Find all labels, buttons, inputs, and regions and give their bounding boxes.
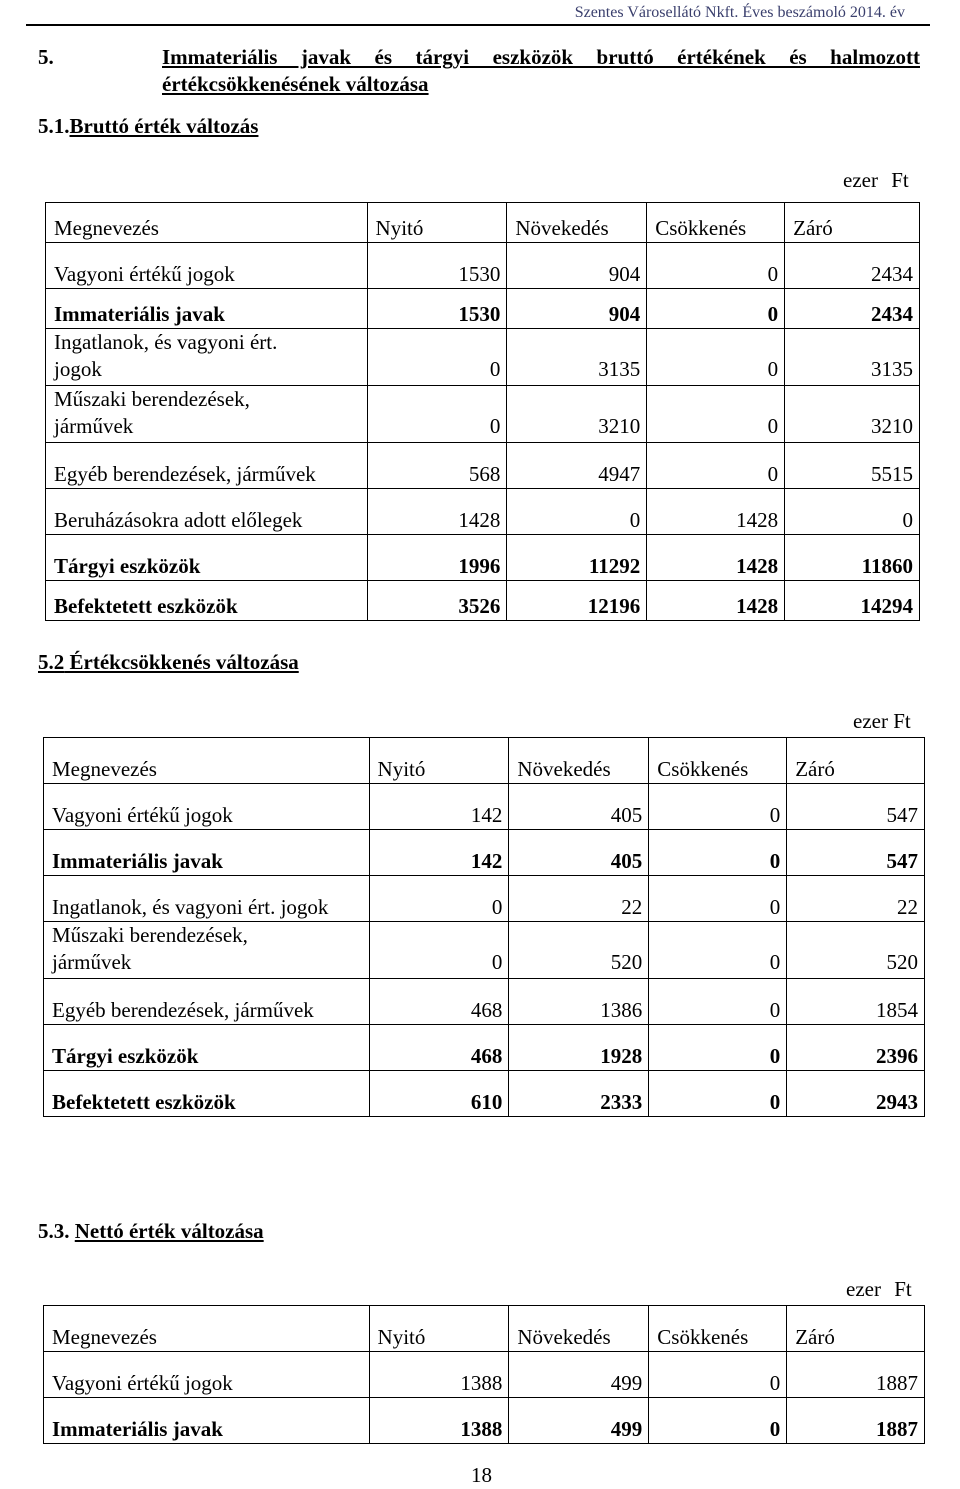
cell-zaro: 2434 xyxy=(785,289,920,329)
row-label: Immateriális javak xyxy=(46,289,368,329)
row-label: Ingatlanok, és vagyoni ért. jogok xyxy=(44,876,370,922)
col-header: Növekedés xyxy=(509,738,649,784)
table-row xyxy=(44,830,925,876)
col-header: Csökkenés xyxy=(649,1306,787,1352)
cell-nyito: 0 xyxy=(369,876,509,922)
cell-novekedes: 1386 xyxy=(509,979,649,1025)
cell-zaro: 547 xyxy=(787,784,925,830)
table-row xyxy=(44,784,925,830)
cell-novekedes: 520 xyxy=(509,922,649,979)
table-row xyxy=(46,535,920,581)
col-header: Nyitó xyxy=(367,203,507,243)
page-header: Szentes Városellátó Nkft. Éves beszámoló 2014. év xyxy=(574,4,905,21)
col-header: Nyitó xyxy=(369,1306,509,1352)
cell-nyito: 1530 xyxy=(367,289,507,329)
cell-csokkenes: 0 xyxy=(647,329,785,386)
col-header: Növekedés xyxy=(507,203,647,243)
cell-novekedes: 405 xyxy=(509,784,649,830)
cell-nyito: 0 xyxy=(367,386,507,443)
gross-value-table xyxy=(45,202,920,621)
cell-zaro: 1887 xyxy=(787,1398,925,1444)
unit-label-3: ezer Ft xyxy=(846,1277,912,1301)
section-53-title: Nettó érték változása xyxy=(74,1219,264,1243)
col-header: Záró xyxy=(785,203,920,243)
row-label: Befektetett eszközök xyxy=(44,1071,370,1117)
cell-novekedes: 2333 xyxy=(509,1071,649,1117)
cell-csokkenes: 0 xyxy=(649,830,787,876)
row-label: Immateriális javak xyxy=(44,1398,370,1444)
col-header: Megnevezés xyxy=(44,1306,370,1352)
section-5-title-line2: értékcsökkenésének változása xyxy=(162,72,429,96)
table-row xyxy=(44,979,925,1025)
cell-novekedes: 499 xyxy=(509,1352,649,1398)
row-label: Egyéb berendezések, járművek xyxy=(44,979,370,1025)
cell-nyito: 0 xyxy=(367,329,507,386)
cell-zaro: 3210 xyxy=(785,386,920,443)
cell-novekedes: 1928 xyxy=(509,1025,649,1071)
page-number: 18 xyxy=(471,1463,492,1487)
table-header-row xyxy=(44,1306,925,1352)
section-51-number: 5.1. xyxy=(38,114,70,138)
cell-csokkenes: 1428 xyxy=(647,535,785,581)
cell-zaro: 5515 xyxy=(785,443,920,489)
cell-csokkenes: 0 xyxy=(649,1398,787,1444)
cell-zaro: 2434 xyxy=(785,243,920,289)
cell-nyito: 1530 xyxy=(367,243,507,289)
cell-nyito: 610 xyxy=(369,1071,509,1117)
table-header-row xyxy=(44,738,925,784)
depreciation-table xyxy=(43,737,925,1117)
col-header: Megnevezés xyxy=(44,738,370,784)
cell-zaro: 1887 xyxy=(787,1352,925,1398)
unit-label-2: ezer Ft xyxy=(853,709,911,733)
table-row xyxy=(46,443,920,489)
net-value-table xyxy=(43,1305,925,1444)
cell-nyito: 142 xyxy=(369,830,509,876)
row-label: Egyéb berendezések, járművek xyxy=(46,443,368,489)
col-header: Záró xyxy=(787,1306,925,1352)
cell-novekedes: 3135 xyxy=(507,329,647,386)
cell-zaro: 547 xyxy=(787,830,925,876)
section-5-number: 5. xyxy=(38,45,54,69)
table-row xyxy=(44,876,925,922)
row-label: Tárgyi eszközök xyxy=(46,535,368,581)
table-row xyxy=(46,243,920,289)
cell-nyito: 1388 xyxy=(369,1398,509,1444)
cell-zaro: 22 xyxy=(787,876,925,922)
cell-zaro: 11860 xyxy=(785,535,920,581)
table-row xyxy=(46,329,920,386)
cell-csokkenes: 0 xyxy=(647,386,785,443)
table-row xyxy=(44,1071,925,1117)
cell-csokkenes: 0 xyxy=(649,1025,787,1071)
col-header: Nyitó xyxy=(369,738,509,784)
cell-nyito: 3526 xyxy=(367,581,507,621)
cell-novekedes: 4947 xyxy=(507,443,647,489)
cell-novekedes: 12196 xyxy=(507,581,647,621)
table-header-row xyxy=(46,203,920,243)
cell-zaro: 3135 xyxy=(785,329,920,386)
cell-csokkenes: 0 xyxy=(649,784,787,830)
section-52-number: 5.2 xyxy=(38,650,65,674)
row-label: Műszaki berendezések, járművek xyxy=(44,922,370,979)
cell-novekedes: 22 xyxy=(509,876,649,922)
table-row xyxy=(44,1398,925,1444)
table-row xyxy=(44,1025,925,1071)
row-label: Beruházásokra adott előlegek xyxy=(46,489,368,535)
cell-csokkenes: 0 xyxy=(647,243,785,289)
cell-nyito: 568 xyxy=(367,443,507,489)
unit-label-1: ezer Ft xyxy=(843,168,909,192)
row-label: Immateriális javak xyxy=(44,830,370,876)
section-51-title: Bruttó érték változás xyxy=(69,114,259,138)
cell-novekedes: 499 xyxy=(509,1398,649,1444)
cell-novekedes: 0 xyxy=(507,489,647,535)
table-row xyxy=(46,386,920,443)
row-label: Vagyoni értékű jogok xyxy=(44,1352,370,1398)
cell-csokkenes: 0 xyxy=(649,1071,787,1117)
table-row xyxy=(44,922,925,979)
cell-zaro: 1854 xyxy=(787,979,925,1025)
col-header: Növekedés xyxy=(509,1306,649,1352)
table-row xyxy=(46,489,920,535)
cell-zaro: 14294 xyxy=(785,581,920,621)
section-5-title-line1: Immateriális javak és tárgyi eszközök bruttó értékének és halmozott xyxy=(162,45,920,69)
cell-csokkenes: 1428 xyxy=(647,581,785,621)
col-header: Csökkenés xyxy=(647,203,785,243)
col-header: Csökkenés xyxy=(649,738,787,784)
cell-novekedes: 904 xyxy=(507,243,647,289)
row-label: Vagyoni értékű jogok xyxy=(46,243,368,289)
row-label: Műszaki berendezések, járművek xyxy=(46,386,368,443)
cell-csokkenes: 0 xyxy=(649,922,787,979)
cell-csokkenes: 1428 xyxy=(647,489,785,535)
row-label: Ingatlanok, és vagyoni ért. jogok xyxy=(46,329,368,386)
row-label: Vagyoni értékű jogok xyxy=(44,784,370,830)
cell-csokkenes: 0 xyxy=(649,1352,787,1398)
section-53-number: 5.3. xyxy=(38,1219,70,1243)
cell-novekedes: 405 xyxy=(509,830,649,876)
table-row xyxy=(46,289,920,329)
cell-novekedes: 3210 xyxy=(507,386,647,443)
cell-zaro: 520 xyxy=(787,922,925,979)
cell-nyito: 142 xyxy=(369,784,509,830)
cell-csokkenes: 0 xyxy=(647,443,785,489)
cell-nyito: 468 xyxy=(369,979,509,1025)
table-row xyxy=(44,1352,925,1398)
header-rule xyxy=(26,24,930,26)
cell-nyito: 1388 xyxy=(369,1352,509,1398)
col-header: Záró xyxy=(787,738,925,784)
cell-nyito: 468 xyxy=(369,1025,509,1071)
row-label: Tárgyi eszközök xyxy=(44,1025,370,1071)
cell-novekedes: 11292 xyxy=(507,535,647,581)
cell-nyito: 1428 xyxy=(367,489,507,535)
cell-zaro: 0 xyxy=(785,489,920,535)
cell-csokkenes: 0 xyxy=(649,876,787,922)
cell-zaro: 2943 xyxy=(787,1071,925,1117)
table-row xyxy=(46,581,920,621)
cell-csokkenes: 0 xyxy=(649,979,787,1025)
cell-novekedes: 904 xyxy=(507,289,647,329)
section-52-title: Értékcsökkenés változása xyxy=(64,650,299,674)
cell-nyito: 0 xyxy=(369,922,509,979)
cell-csokkenes: 0 xyxy=(647,289,785,329)
col-header: Megnevezés xyxy=(46,203,368,243)
cell-zaro: 2396 xyxy=(787,1025,925,1071)
cell-nyito: 1996 xyxy=(367,535,507,581)
row-label: Befektetett eszközök xyxy=(46,581,368,621)
